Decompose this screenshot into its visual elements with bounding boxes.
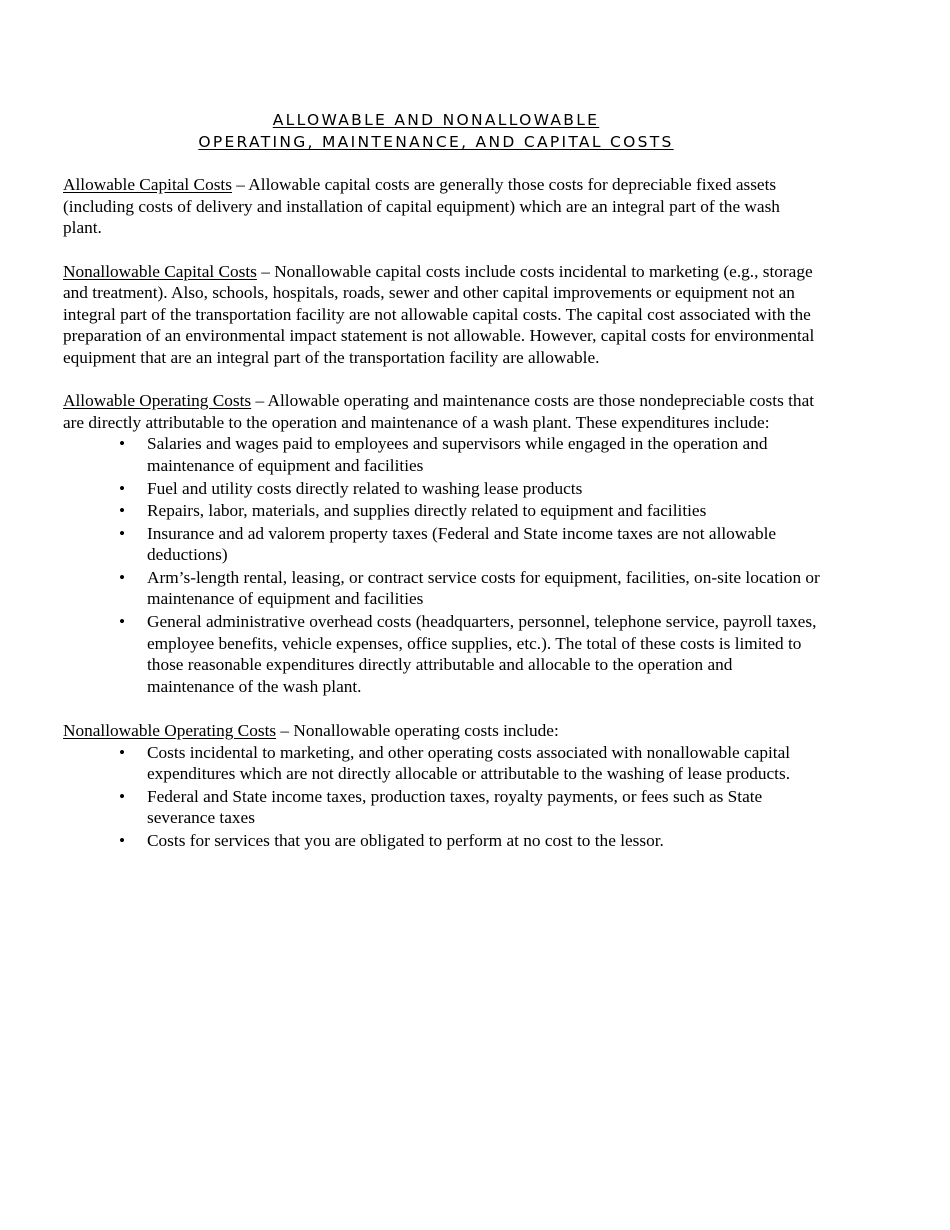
section-text: – Allowable operating and maintenance costs are those nondepreciable costs that are directly attributable to the operation and maintenance of a wash plant. These expenditures include: <box>63 391 815 432</box>
list-item-text: Arm’s-length rental, leasing, or contract service costs for equipment, facilities, on-site location or maintenance of equipment and facilities <box>147 567 820 609</box>
list-item <box>119 611 823 698</box>
list-item-text: Costs for services that you are obligated to perform at no cost to the lessor. <box>147 831 664 850</box>
title-line-1: ALLOWABLE AND NONALLOWABLE <box>272 111 600 129</box>
bullet-icon: • <box>119 831 126 850</box>
section-text: – Nonallowable capital costs include costs incidental to marketing (e.g., storage and treatment). Also, schools, hospitals, roads, sewer and other capital improvements or equipment not an integral part of the transportation facility are not allowable capital costs. The capital cost associated with the preparation of an environmental impact statement is not allowable. However, capital costs for environmental equipment that are an integral part of the transportation facility are allowable. <box>63 261 815 367</box>
title-line-2: OPERATING, MAINTENANCE, AND CAPITAL COSTS <box>198 132 674 151</box>
list-item-text: Fuel and utility costs directly related to washing lease products <box>147 478 583 498</box>
section-text: – Nonallowable operating costs include: <box>276 721 559 741</box>
bullet-icon: • <box>119 742 126 762</box>
bullet-icon: • <box>119 501 126 521</box>
list-item <box>119 567 823 611</box>
section-heading: Allowable Operating Costs <box>63 391 252 411</box>
list-item <box>119 523 823 567</box>
list-item-text: Federal and State income taxes, production taxes, royalty payments, or fees such as State severance taxes <box>147 786 763 828</box>
bullet-list <box>63 433 823 698</box>
section-text: – Allowable capital costs are generally those costs for depreciable fixed assets (including costs of delivery and installation of capital equipment) which are an integral part of the wash plant. <box>63 175 780 238</box>
list-item <box>119 786 823 830</box>
section-heading: Nonallowable Operating Costs <box>63 721 277 741</box>
section-heading: Allowable Capital Costs <box>63 175 232 195</box>
list-item-text: Insurance and ad valorem property taxes (Federal and State income taxes are not allowable deductions) <box>147 523 777 565</box>
section-nonallowable-operating-costs <box>63 720 823 853</box>
list-item <box>119 433 823 477</box>
section-paragraph <box>63 390 823 433</box>
bullet-icon: • <box>119 786 126 806</box>
list-item-text: Salaries and wages paid to employees and supervisors while engaged in the operation and maintenance of equipment and facilities <box>147 434 768 475</box>
document-title <box>63 110 823 153</box>
bullet-list <box>63 742 823 853</box>
section-allowable-capital-costs <box>63 174 823 239</box>
list-item-text: General administrative overhead costs (headquarters, personnel, telephone service, payroll taxes, employee benefits, vehicle expenses, office supplies, etc.). The total of these costs is limited to those reasonable expenditures directly attributable and allocable to the operation and maintenance of the wash plant. <box>147 612 817 696</box>
section-nonallowable-capital-costs <box>63 261 823 369</box>
section-paragraph <box>63 174 823 239</box>
list-item-text: Costs incidental to marketing, and other operating costs associated with nonallowable capital expenditures which are not directly allocable or attributable to the washing of lease products. <box>147 742 791 784</box>
bullet-icon: • <box>119 567 126 587</box>
section-paragraph <box>63 720 823 742</box>
document-page <box>63 110 823 874</box>
section-paragraph <box>63 261 823 369</box>
list-item-text: Repairs, labor, materials, and supplies directly related to equipment and facilities <box>147 501 707 521</box>
bullet-icon: • <box>119 478 126 498</box>
bullet-icon: • <box>119 523 126 543</box>
list-item <box>119 500 823 523</box>
list-item <box>119 830 823 853</box>
section-heading: Nonallowable Capital Costs <box>63 261 257 281</box>
bullet-icon: • <box>119 434 126 454</box>
list-item <box>119 742 823 786</box>
list-item <box>119 478 823 501</box>
section-allowable-operating-costs <box>63 390 823 698</box>
bullet-icon: • <box>119 612 126 632</box>
